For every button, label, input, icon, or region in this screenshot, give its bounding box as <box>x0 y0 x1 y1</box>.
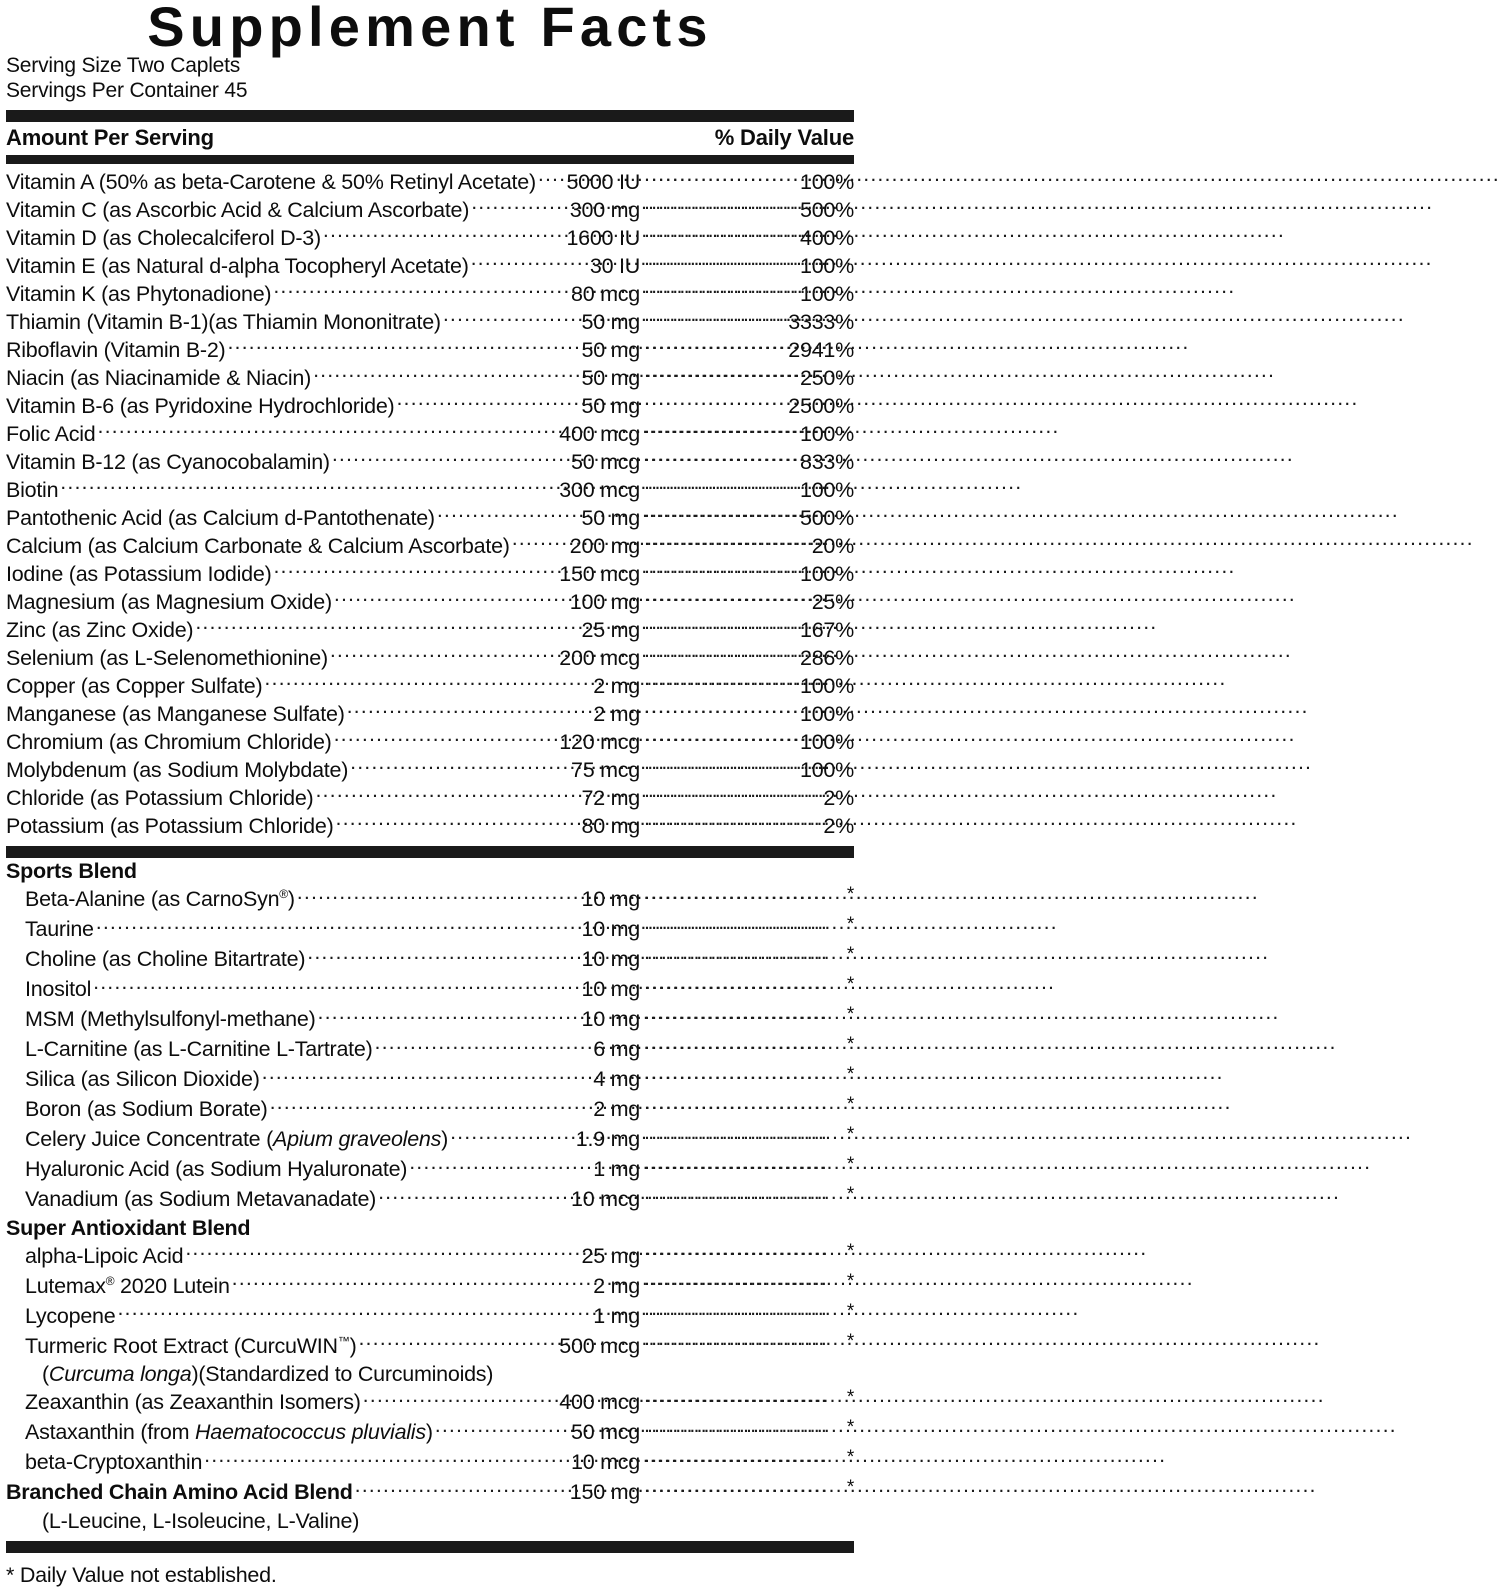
ingredient-daily-value: 100% <box>800 169 854 194</box>
dot-leader-secondary <box>644 1065 772 1087</box>
ingredient-amount: 50 mg <box>581 365 640 390</box>
dot-leader-secondary <box>644 279 772 301</box>
ingredient-daily-value: 400% <box>800 225 854 250</box>
ingredient-amount: 200 mcg <box>559 645 640 670</box>
ingredient-name: Silica (as Silicon Dioxide) <box>25 1067 260 1091</box>
dot-leader-secondary <box>644 1271 772 1293</box>
trademark-mark: ™ <box>337 1333 350 1348</box>
ingredient-daily-value: 100% <box>800 421 854 446</box>
ingredient-amount: 10 mg <box>581 917 640 941</box>
ingredient-name: Vitamin C (as Ascorbic Acid & Calcium Ascorbate) <box>6 197 470 222</box>
dot-leader <box>334 587 569 609</box>
dot-leader <box>185 1241 580 1263</box>
ingredient-daily-value: 167% <box>800 617 854 642</box>
dot-leader-secondary <box>644 1035 772 1057</box>
dot-leader <box>318 1005 581 1027</box>
ingredient-amount: 150 mg <box>569 1480 640 1504</box>
dot-leader <box>332 447 570 469</box>
dot-leader <box>443 307 581 329</box>
ingredient-amount: 2 mg <box>593 1273 640 1298</box>
daily-value-asterisk: * <box>846 974 854 995</box>
dot-leader-secondary <box>644 251 772 273</box>
ingredient-amount: 6 mg <box>593 1037 640 1061</box>
daily-value-asterisk: * <box>846 1477 854 1498</box>
daily-value-asterisk: * <box>846 1417 854 1438</box>
ingredient-daily-value: 100% <box>800 757 854 782</box>
dot-leader-secondary <box>644 615 772 637</box>
ingredient-name: MSM (Methylsulfonyl-methane) <box>25 1007 316 1031</box>
ingredient-daily-value: 2% <box>823 785 854 810</box>
ingredient-name: Riboflavin (Vitamin B-2) <box>6 337 226 362</box>
dot-leader <box>375 1035 593 1057</box>
table-row <box>6 1185 854 1215</box>
ingredient-name: Niacin (as Niacinamide & Niacin) <box>6 365 312 390</box>
dot-leader <box>409 1155 592 1177</box>
dot-leader-secondary <box>644 195 772 217</box>
table-row <box>6 1331 854 1361</box>
sports-blend-section <box>6 858 854 1215</box>
ingredient-daily-value: 100% <box>800 729 854 754</box>
ingredient-name: Taurine <box>25 917 94 941</box>
daily-value-asterisk: * <box>846 1184 854 1205</box>
dot-leader <box>355 1478 569 1500</box>
ingredient-name: L-Carnitine (as L-Carnitine L-Tartrate) <box>25 1037 373 1061</box>
daily-value-asterisk: * <box>846 1064 854 1085</box>
ingredient-amount: 400 mcg <box>559 1390 640 1414</box>
ingredient-amount: 50 mg <box>581 393 640 418</box>
ingredient-daily-value: 833% <box>800 449 854 474</box>
ingredient-name: Potassium (as Potassium Chloride) <box>6 813 334 838</box>
turmeric-subnote: (Curcuma longa)(Standardized to Curcuminoids) <box>42 1362 494 1386</box>
dot-leader-secondary <box>644 1418 772 1440</box>
ingredient-name: Zinc (as Zinc Oxide) <box>6 617 194 642</box>
dot-leader <box>471 251 589 273</box>
ingredient-amount: 50 mcg <box>570 1420 640 1444</box>
ingredient-name: Beta-Alanine (as CarnoSyn®) <box>25 886 295 911</box>
ingredient-amount: 1600 IU <box>566 225 640 250</box>
dot-leader-secondary <box>644 915 772 937</box>
daily-value-asterisk: * <box>846 1270 854 1292</box>
dot-leader <box>270 1095 593 1117</box>
ingredient-amount: 1.9 mg <box>575 1127 640 1151</box>
dot-leader-secondary <box>644 1478 772 1500</box>
ingredient-amount: 200 mg <box>569 533 640 558</box>
ingredient-amount: 50 mg <box>581 505 640 530</box>
dot-leader-secondary <box>644 1448 772 1470</box>
dot-leader-secondary <box>644 975 772 997</box>
ingredient-name: beta-Cryptoxanthin <box>25 1450 203 1474</box>
ingredient-amount: 1 mg <box>593 1303 640 1328</box>
dot-leader <box>264 671 592 693</box>
dot-leader <box>330 643 558 665</box>
ingredient-amount: 50 mg <box>581 337 640 362</box>
dot-leader <box>358 1331 558 1353</box>
ingredient-amount: 50 mg <box>581 309 640 334</box>
ingredient-amount: 300 mg <box>569 197 640 222</box>
divider-thick-top <box>6 110 854 122</box>
dot-leader <box>313 363 580 385</box>
ingredient-amount: 100 mg <box>569 589 640 614</box>
dot-leader-secondary <box>644 391 772 413</box>
dot-leader <box>195 615 580 637</box>
ingredient-amount: 5000 IU <box>566 169 640 194</box>
dot-leader <box>96 915 581 937</box>
dot-leader <box>437 503 581 525</box>
ingredient-name: Folic Acid <box>6 421 96 446</box>
ingredient-daily-value: 500% <box>800 505 854 530</box>
ingredient-daily-value: 3333% <box>788 309 854 334</box>
daily-value-label: % Daily Value <box>714 125 854 150</box>
dot-leader <box>347 699 593 721</box>
ingredient-name: Manganese (as Manganese Sulfate) <box>6 701 345 726</box>
divider-thick-blends <box>6 846 854 858</box>
ingredient-name: Copper (as Copper Sulfate) <box>6 673 263 698</box>
ingredient-daily-value: 2941% <box>788 337 854 362</box>
ingredient-amount: 10 mcg <box>570 1187 640 1211</box>
ingredient-amount: 2 mg <box>593 1097 640 1121</box>
daily-value-asterisk: * <box>846 1330 854 1352</box>
dot-leader-secondary <box>644 1241 772 1263</box>
dot-leader <box>262 1065 593 1087</box>
ingredient-amount: 72 mg <box>581 785 640 810</box>
ingredient-name: Celery Juice Concentrate (Apium graveolens) <box>25 1127 449 1151</box>
dot-leader-secondary <box>644 559 772 581</box>
antioxidant-blend-section <box>6 1215 854 1478</box>
table-row <box>6 811 854 839</box>
dot-leader <box>450 1125 575 1147</box>
ingredient-name: Iodine (as Potassium Iodide) <box>6 561 272 586</box>
ingredient-name: Choline (as Choline Bitartrate) <box>25 947 306 971</box>
ingredient-name: Branched Chain Amino Acid Blend <box>6 1480 353 1504</box>
registered-mark: ® <box>279 886 288 901</box>
bcaa-section <box>6 1478 854 1535</box>
ingredient-daily-value: 100% <box>800 673 854 698</box>
dot-leader-secondary <box>644 363 772 385</box>
dot-leader <box>93 975 580 997</box>
dot-leader <box>307 945 580 967</box>
dot-leader-secondary <box>644 699 772 721</box>
dot-leader <box>471 195 569 217</box>
ingredient-name: Vitamin B-6 (as Pyridoxine Hydrochloride) <box>6 393 395 418</box>
ingredient-amount: 25 mg <box>581 1243 640 1268</box>
antioxidant-blend-heading: Super Antioxidant Blend <box>6 1215 251 1240</box>
dot-leader-secondary <box>644 1125 772 1147</box>
ingredient-name: Thiamin (Vitamin B-1)(as Thiamin Mononitrate) <box>6 309 441 334</box>
dot-leader-secondary <box>644 419 772 441</box>
dot-leader-secondary <box>644 1185 772 1207</box>
dot-leader-secondary <box>644 307 772 329</box>
ingredient-name: alpha-Lipoic Acid <box>25 1243 184 1268</box>
ingredient-name: Calcium (as Calcium Carbonate & Calcium Ascorbate) <box>6 533 510 558</box>
ingredient-amount: 80 mg <box>581 813 640 838</box>
dot-leader-secondary <box>644 1331 772 1353</box>
ingredient-amount: 150 mcg <box>559 561 640 586</box>
ingredient-daily-value: 100% <box>800 561 854 586</box>
ingredient-daily-value: 25% <box>811 589 854 614</box>
ingredient-amount: 1 mg <box>593 1157 640 1181</box>
ingredient-name: Chloride (as Potassium Chloride) <box>6 785 314 810</box>
dot-leader-secondary <box>644 503 772 525</box>
ingredient-amount: 30 IU <box>589 253 640 278</box>
dot-leader-secondary <box>644 167 772 189</box>
daily-value-asterisk: * <box>846 1447 854 1468</box>
ingredient-name: Lutemax® 2020 Lutein <box>25 1273 230 1298</box>
daily-value-asterisk: * <box>846 1240 854 1262</box>
ingredient-name: Vitamin E (as Natural d-alpha Tocopheryl Acetate) <box>6 253 469 278</box>
dot-leader <box>98 419 559 441</box>
dot-leader <box>273 559 558 581</box>
dot-leader <box>350 755 570 777</box>
dot-leader-secondary <box>644 727 772 749</box>
dot-leader-secondary <box>644 643 772 665</box>
ingredient-amount: 10 mg <box>581 977 640 1001</box>
ingredient-amount: 10 mg <box>581 887 640 911</box>
ingredient-daily-value: 500% <box>800 197 854 222</box>
daily-value-asterisk: * <box>846 1300 854 1322</box>
dot-leader <box>117 1301 592 1323</box>
dot-leader <box>232 1271 593 1293</box>
ingredient-amount: 50 mcg <box>570 449 640 474</box>
dot-leader-secondary <box>644 945 772 967</box>
divider-thick-bottom <box>6 1541 854 1553</box>
daily-value-asterisk: * <box>846 1387 854 1408</box>
ingredient-daily-value: 250% <box>800 365 854 390</box>
dot-leader-secondary <box>644 223 772 245</box>
dot-leader <box>323 223 566 245</box>
nutrient-list <box>6 164 854 839</box>
dot-leader <box>204 1448 570 1470</box>
dot-leader-secondary <box>644 335 772 357</box>
ingredient-amount: 500 mcg <box>559 1333 640 1358</box>
ingredient-daily-value: 100% <box>800 701 854 726</box>
dot-leader-secondary <box>644 671 772 693</box>
ingredient-name: Astaxanthin (from Haematococcus pluvialis) <box>25 1420 433 1444</box>
antioxidant-blend-list-part1 <box>6 1241 854 1361</box>
dot-leader <box>435 1418 570 1440</box>
ingredient-name: Inositol <box>25 977 92 1001</box>
dot-leader <box>336 811 581 833</box>
sports-blend-list <box>6 885 854 1215</box>
ingredient-amount: 2 mg <box>593 701 640 726</box>
dot-leader <box>315 783 580 805</box>
dot-leader-secondary <box>644 1301 772 1323</box>
ingredient-name: Pantothenic Acid (as Calcium d-Pantothenate) <box>6 505 435 530</box>
dot-leader-secondary <box>644 811 772 833</box>
daily-value-asterisk: * <box>846 944 854 965</box>
ingredient-name: Turmeric Root Extract (CurcuWIN™) <box>25 1333 357 1358</box>
ingredient-daily-value: 100% <box>800 253 854 278</box>
daily-value-asterisk: * <box>846 1154 854 1175</box>
ingredient-name: Biotin <box>6 477 59 502</box>
servings-per-container: Servings Per Container 45 <box>6 78 248 102</box>
dot-leader-secondary <box>644 447 772 469</box>
ingredient-daily-value: 286% <box>800 645 854 670</box>
ingredient-name: Vitamin K (as Phytonadione) <box>6 281 272 306</box>
daily-value-asterisk: * <box>846 884 854 905</box>
ingredient-daily-value: 100% <box>800 281 854 306</box>
column-headers <box>6 122 854 152</box>
daily-value-asterisk: * <box>846 1004 854 1025</box>
ingredient-name: Lycopene <box>25 1303 116 1328</box>
dot-leader-secondary <box>644 885 772 907</box>
ingredient-name: Magnesium (as Magnesium Oxide) <box>6 589 332 614</box>
dot-leader <box>297 885 581 907</box>
daily-value-asterisk: * <box>846 1124 854 1145</box>
ingredient-daily-value: 20% <box>811 533 854 558</box>
dot-leader-secondary <box>644 531 772 553</box>
ingredient-amount: 25 mg <box>581 617 640 642</box>
ingredient-name: Vitamin D (as Cholecalciferol D-3) <box>6 225 321 250</box>
serving-size: Serving Size Two Caplets <box>6 54 241 77</box>
dot-leader <box>538 167 566 189</box>
bcaa-subnote: (L-Leucine, L-Isoleucine, L-Valine) <box>42 1508 360 1533</box>
daily-value-asterisk: * <box>846 1034 854 1055</box>
ingredient-amount: 10 mcg <box>570 1450 640 1474</box>
sports-blend-heading: Sports Blend <box>6 859 137 883</box>
ingredient-amount: 10 mg <box>581 947 640 971</box>
dot-leader-secondary <box>644 1388 772 1410</box>
ingredient-amount: 10 mg <box>581 1007 640 1031</box>
dot-leader <box>273 279 570 301</box>
ingredient-name: Vanadium (as Sodium Metavanadate) <box>25 1187 377 1211</box>
table-row <box>6 1478 854 1508</box>
dot-leader-secondary <box>644 755 772 777</box>
ingredient-amount: 75 mcg <box>570 757 640 782</box>
ingredient-daily-value: 2% <box>823 813 854 838</box>
dot-leader-secondary <box>644 587 772 609</box>
ingredient-daily-value: 2500% <box>788 393 854 418</box>
ingredient-amount: 80 mcg <box>570 281 640 306</box>
daily-value-asterisk: * <box>846 1094 854 1115</box>
dot-leader <box>363 1388 559 1410</box>
ingredient-amount: 2 mg <box>593 673 640 698</box>
ingredient-name: Vitamin A (50% as beta-Carotene & 50% Retinyl Acetate) <box>6 169 536 194</box>
registered-mark: ® <box>105 1273 115 1288</box>
ingredient-amount: 4 mg <box>593 1067 640 1091</box>
ingredient-name: Boron (as Sodium Borate) <box>25 1097 268 1121</box>
ingredient-amount: 300 mcg <box>559 477 640 502</box>
ingredient-daily-value: 100% <box>800 477 854 502</box>
dot-leader-secondary <box>644 475 772 497</box>
footnote: * Daily Value not established. <box>6 1563 277 1587</box>
dot-leader-secondary <box>644 1095 772 1117</box>
ingredient-amount: 120 mcg <box>559 729 640 754</box>
dot-leader-secondary <box>644 783 772 805</box>
ingredient-name: Selenium (as L-Selenomethionine) <box>6 645 328 670</box>
dot-leader <box>378 1185 570 1207</box>
ingredient-name: Hyaluronic Acid (as Sodium Hyaluronate) <box>25 1157 408 1181</box>
dot-leader <box>396 391 580 413</box>
ingredient-amount: 400 mcg <box>559 421 640 446</box>
ingredient-name: Zeaxanthin (as Zeaxanthin Isomers) <box>25 1390 361 1414</box>
ingredient-name: Molybdenum (as Sodium Molybdate) <box>6 757 349 782</box>
dot-leader-secondary <box>644 1155 772 1177</box>
daily-value-asterisk: * <box>846 914 854 935</box>
dot-leader <box>60 475 558 497</box>
ingredient-name: Chromium (as Chromium Chloride) <box>6 729 332 754</box>
dot-leader <box>227 335 580 357</box>
page-title: Supplement Facts <box>147 0 713 58</box>
dot-leader-secondary <box>644 1005 772 1027</box>
dot-leader <box>334 727 559 749</box>
amount-per-serving-label: Amount Per Serving <box>6 125 214 150</box>
ingredient-name: Vitamin B-12 (as Cyanocobalamin) <box>6 449 330 474</box>
antioxidant-blend-list-part2 <box>6 1388 854 1478</box>
dot-leader <box>512 531 569 553</box>
